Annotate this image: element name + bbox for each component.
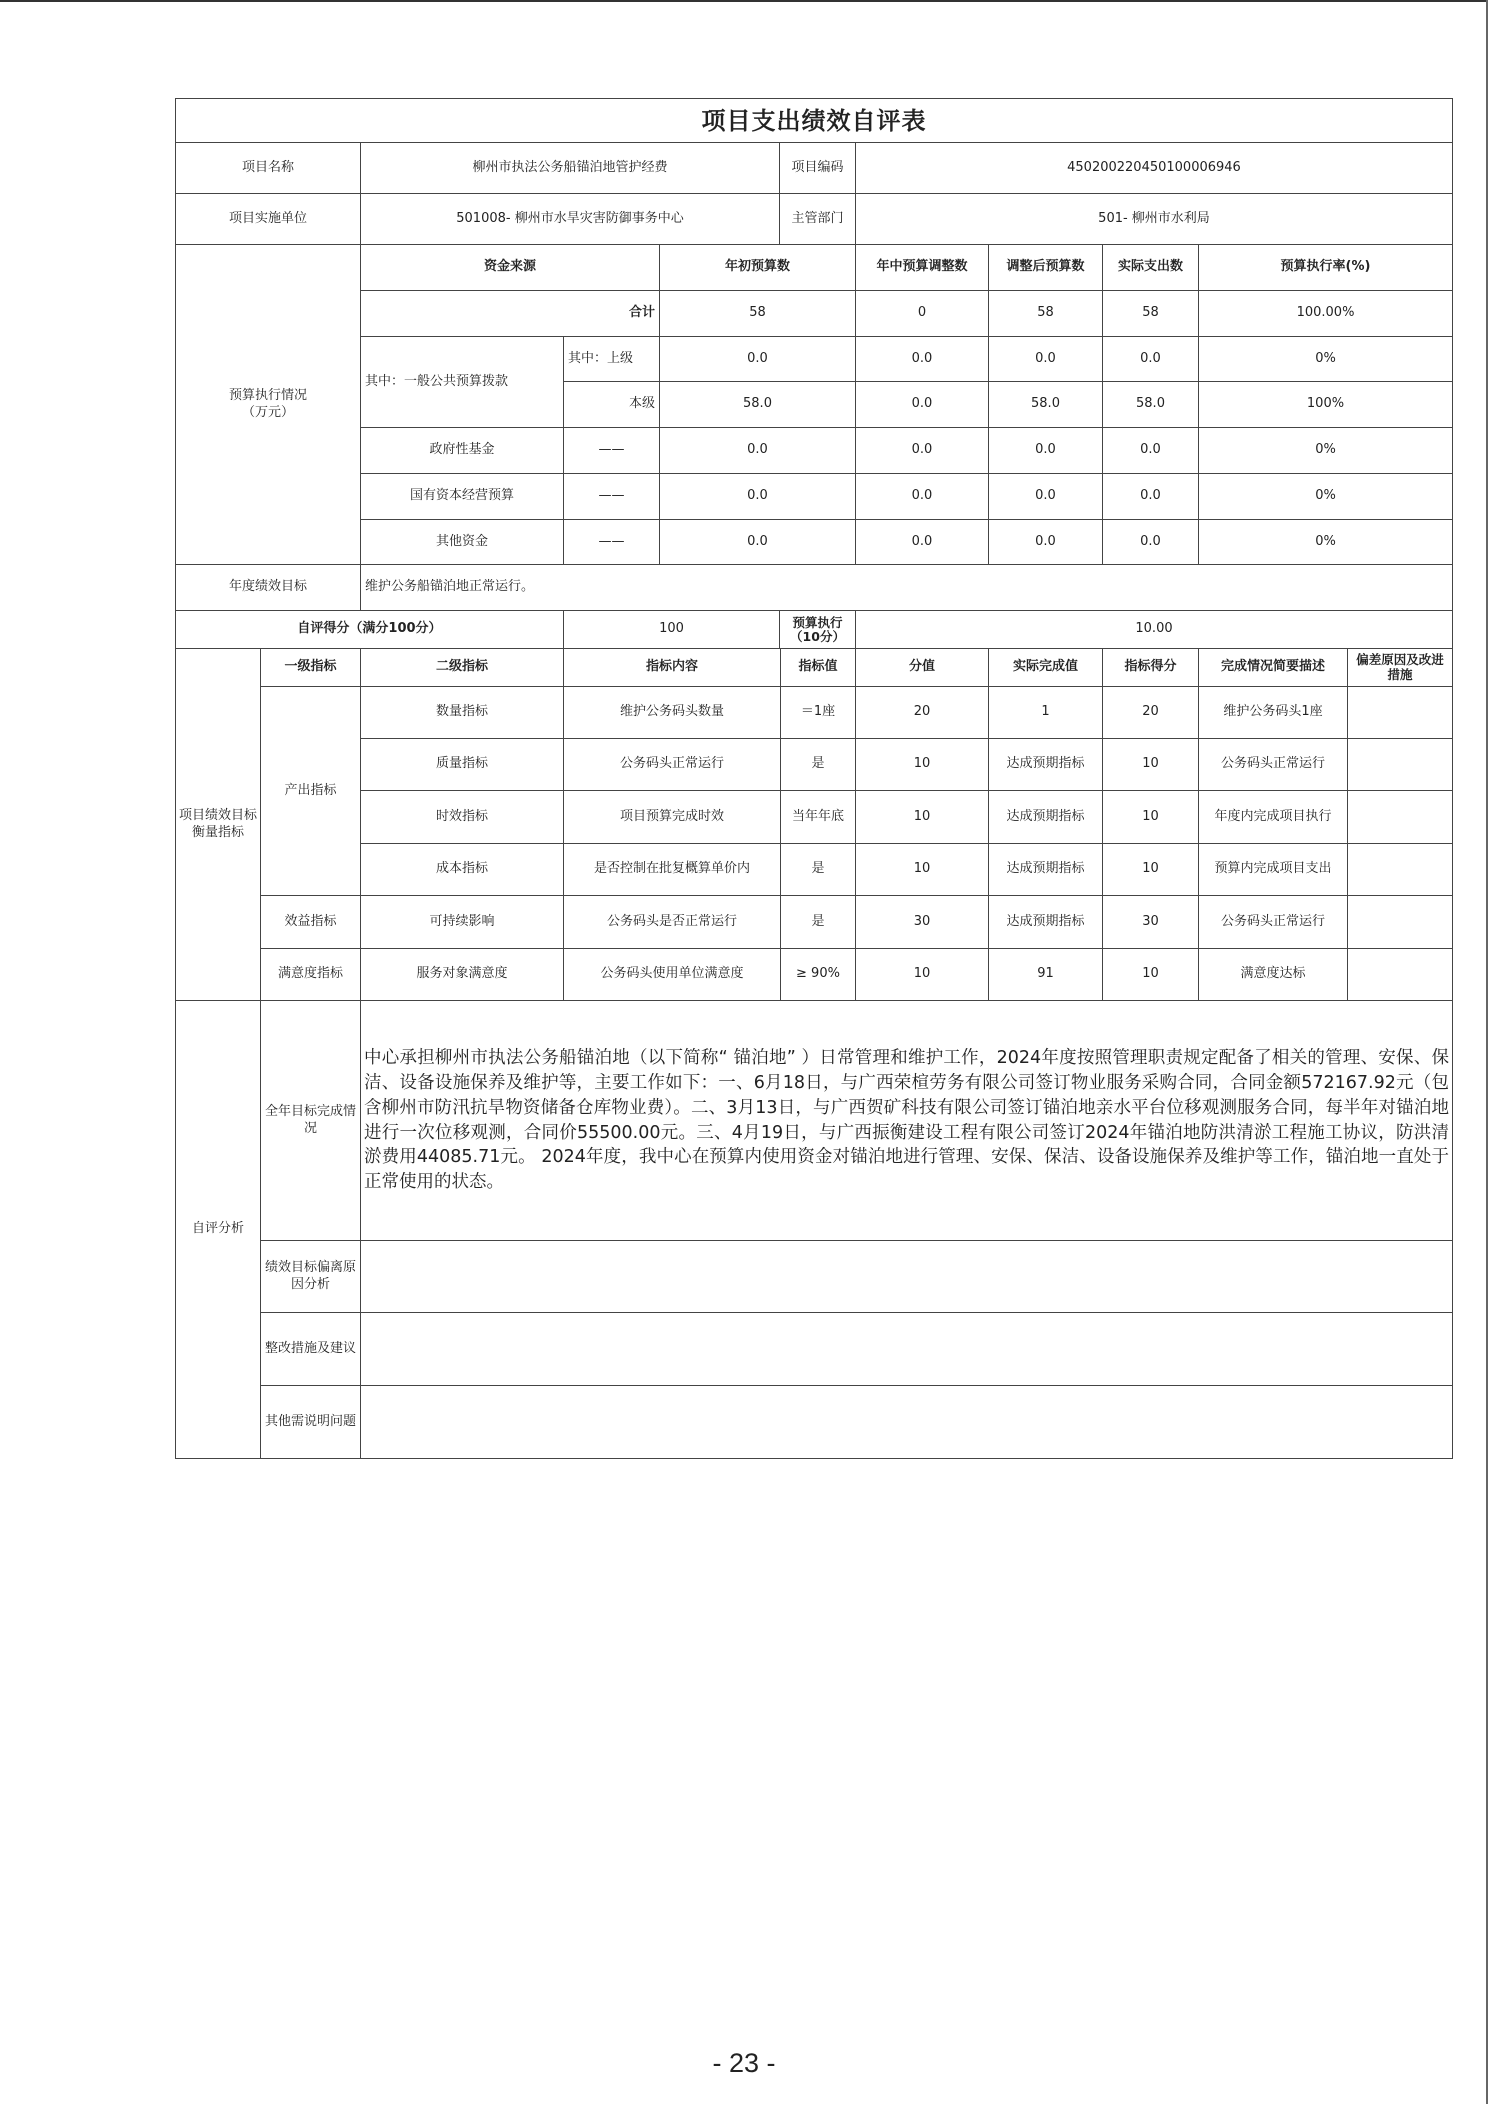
annual-goal-label: 年度绩效目标 xyxy=(175,564,361,611)
project-code-value: 450200220450100006946 xyxy=(855,142,1453,194)
other-fund-label: 其他资金 xyxy=(360,519,564,565)
indicator-actual: 达成预期指标 xyxy=(988,895,1103,949)
local-label: 本级 xyxy=(563,381,660,428)
local-adjusted: 58.0 xyxy=(988,381,1103,428)
analysis-label-deviation: 绩效目标偏离原因分析 xyxy=(260,1240,361,1313)
total-initial: 58 xyxy=(659,290,856,337)
indicator-desc: 公务码头正常运行 xyxy=(1198,738,1348,791)
indicator-deviation xyxy=(1347,686,1453,739)
upper-adjust: 0.0 xyxy=(855,336,989,383)
indicator-score: 10 xyxy=(1102,738,1199,791)
total-rate: 100.00% xyxy=(1198,290,1453,337)
indicator-desc: 年度内完成项目执行 xyxy=(1198,790,1348,844)
state-capital-initial: 0.0 xyxy=(659,473,856,520)
other-fund-rate: 0% xyxy=(1198,519,1453,565)
budget-exec-score-label: 预算执行 （10分） xyxy=(779,610,856,649)
page-top-border xyxy=(0,0,1488,2)
indicator-target: ＝1座 xyxy=(780,686,856,739)
indicator-target: 是 xyxy=(780,895,856,949)
indicator-deviation xyxy=(1347,843,1453,896)
indicator-desc: 维护公务码头1座 xyxy=(1198,686,1348,739)
dept-label: 主管部门 xyxy=(779,193,856,245)
header-adjusted: 调整后预算数 xyxy=(988,244,1103,291)
indicator-level2: 服务对象满意度 xyxy=(360,948,564,1001)
budget-section-label: 预算执行情况 （万元） xyxy=(175,244,361,565)
analysis-section-label: 自评分析 xyxy=(175,1000,261,1459)
indicator-target: 是 xyxy=(780,738,856,791)
page-number: - 23 - xyxy=(712,2048,776,2078)
indicator-weight: 10 xyxy=(855,790,989,844)
ind-header-target: 指标值 xyxy=(780,648,856,687)
analysis-label-rectification: 整改措施及建议 xyxy=(260,1312,361,1386)
indicator-target: 当年年底 xyxy=(780,790,856,844)
header-rate: 预算执行率(%) xyxy=(1198,244,1453,291)
indicator-weight: 10 xyxy=(855,738,989,791)
state-capital-adjust: 0.0 xyxy=(855,473,989,520)
indicator-content: 是否控制在批复概算单价内 xyxy=(563,843,781,896)
upper-initial: 0.0 xyxy=(659,336,856,383)
ind-header-score: 指标得分 xyxy=(1102,648,1199,687)
indicator-score: 30 xyxy=(1102,895,1199,949)
gov-fund-adjust: 0.0 xyxy=(855,427,989,474)
header-actual: 实际支出数 xyxy=(1102,244,1199,291)
analysis-text-rectification xyxy=(360,1312,1453,1386)
self-score-label: 自评得分（满分100分） xyxy=(175,610,564,649)
indicator-score: 10 xyxy=(1102,790,1199,844)
indicator-level2: 可持续影响 xyxy=(360,895,564,949)
indicator-target: 是 xyxy=(780,843,856,896)
project-code-label: 项目编码 xyxy=(779,142,856,194)
indicator-content: 公务码头是否正常运行 xyxy=(563,895,781,949)
ind-header-content: 指标内容 xyxy=(563,648,781,687)
indicator-weight: 30 xyxy=(855,895,989,949)
upper-actual: 0.0 xyxy=(1102,336,1199,383)
gov-fund-dash: —— xyxy=(563,427,660,474)
total-adjusted: 58 xyxy=(988,290,1103,337)
state-capital-actual: 0.0 xyxy=(1102,473,1199,520)
other-fund-dash: —— xyxy=(563,519,660,565)
other-fund-initial: 0.0 xyxy=(659,519,856,565)
upper-label: 其中：上级 xyxy=(563,336,660,383)
upper-rate: 0% xyxy=(1198,336,1453,383)
ind-header-level1: 一级指标 xyxy=(260,648,361,687)
other-fund-adjust: 0.0 xyxy=(855,519,989,565)
indicators-section-label: 项目绩效目标衡量指标 xyxy=(175,648,261,1001)
indicator-desc: 预算内完成项目支出 xyxy=(1198,843,1348,896)
indicator-score: 10 xyxy=(1102,843,1199,896)
local-rate: 100% xyxy=(1198,381,1453,428)
local-adjust: 0.0 xyxy=(855,381,989,428)
upper-adjusted: 0.0 xyxy=(988,336,1103,383)
indicator-weight: 10 xyxy=(855,948,989,1001)
indicator-desc: 公务码头正常运行 xyxy=(1198,895,1348,949)
gov-fund-actual: 0.0 xyxy=(1102,427,1199,474)
header-source: 资金来源 xyxy=(360,244,660,291)
indicator-content: 维护公务码头数量 xyxy=(563,686,781,739)
analysis-text-deviation xyxy=(360,1240,1453,1313)
indicator-content: 公务码头正常运行 xyxy=(563,738,781,791)
group-satisfaction: 满意度指标 xyxy=(260,948,361,1001)
indicator-score: 10 xyxy=(1102,948,1199,1001)
indicator-level2: 时效指标 xyxy=(360,790,564,844)
ind-header-deviation: 偏差原因及改进措施 xyxy=(1347,648,1453,687)
group-benefit: 效益指标 xyxy=(260,895,361,949)
indicator-actual: 达成预期指标 xyxy=(988,843,1103,896)
dept-value: 501- 柳州市水利局 xyxy=(855,193,1453,245)
impl-unit-label: 项目实施单位 xyxy=(175,193,361,245)
project-name-label: 项目名称 xyxy=(175,142,361,194)
indicator-deviation xyxy=(1347,790,1453,844)
indicator-deviation xyxy=(1347,948,1453,1001)
analysis-label-other: 其他需说明问题 xyxy=(260,1385,361,1459)
indicator-level2: 成本指标 xyxy=(360,843,564,896)
impl-unit-value: 501008- 柳州市水旱灾害防御事务中心 xyxy=(360,193,780,245)
gov-fund-label: 政府性基金 xyxy=(360,427,564,474)
self-score-value: 100 xyxy=(563,610,780,649)
indicator-desc: 满意度达标 xyxy=(1198,948,1348,1001)
total-label: 合计 xyxy=(360,290,660,337)
indicator-target: ≥ 90% xyxy=(780,948,856,1001)
ind-header-actual: 实际完成值 xyxy=(988,648,1103,687)
total-adjust: 0 xyxy=(855,290,989,337)
ind-header-desc: 完成情况简要描述 xyxy=(1198,648,1348,687)
indicator-content: 公务码头使用单位满意度 xyxy=(563,948,781,1001)
local-actual: 58.0 xyxy=(1102,381,1199,428)
gov-fund-adjusted: 0.0 xyxy=(988,427,1103,474)
indicator-weight: 20 xyxy=(855,686,989,739)
indicator-level2: 数量指标 xyxy=(360,686,564,739)
analysis-label-completion: 全年目标完成情况 xyxy=(260,1000,361,1241)
ind-header-weight: 分值 xyxy=(855,648,989,687)
gov-fund-rate: 0% xyxy=(1198,427,1453,474)
ind-header-level2: 二级指标 xyxy=(360,648,564,687)
group-output: 产出指标 xyxy=(260,686,361,896)
state-capital-label: 国有资本经营预算 xyxy=(360,473,564,520)
indicator-deviation xyxy=(1347,895,1453,949)
other-fund-adjusted: 0.0 xyxy=(988,519,1103,565)
indicator-level2: 质量指标 xyxy=(360,738,564,791)
analysis-text-other xyxy=(360,1385,1453,1459)
state-capital-rate: 0% xyxy=(1198,473,1453,520)
indicator-actual: 达成预期指标 xyxy=(988,738,1103,791)
analysis-text-completion: 中心承担柳州市执法公务船锚泊地（以下简称“ 锚泊地” ）日常管理和维护工作，2024年度按照管理职责规定配备了相关的管理、安保、保洁、设备设施保养及维护等，主要工作如下：一、6月18日，与广西荣楦劳务有限公司签订物业服务采购合同，合同金额572167.92元（包含柳州市防汛抗旱物资储备仓库物业费）。二、3月13日，与广西贺矿科技有限公司签订锚泊地亲水平台位移观测服务合同，每半年对锚泊地进行一次位移观测，合同价55500.00元。三、4月19日，与广西振衡建设工程有限公司签订2024年锚泊地防洪清淤工程施工协议，防洪清淤费用44085.71元。 2024年度，我中心在预算内使用资金对锚泊地进行管理、安保、保洁、设备设施保养及维护等工作，锚泊地一直处于正常使用的状态。 xyxy=(360,1000,1453,1241)
indicator-actual: 91 xyxy=(988,948,1103,1001)
state-capital-adjusted: 0.0 xyxy=(988,473,1103,520)
indicator-score: 20 xyxy=(1102,686,1199,739)
header-initial: 年初预算数 xyxy=(659,244,856,291)
total-actual: 58 xyxy=(1102,290,1199,337)
table-title: 项目支出绩效自评表 xyxy=(175,98,1453,143)
annual-goal-text: 维护公务船锚泊地正常运行。 xyxy=(360,564,1453,611)
header-adjust: 年中预算调整数 xyxy=(855,244,989,291)
local-initial: 58.0 xyxy=(659,381,856,428)
other-fund-actual: 0.0 xyxy=(1102,519,1199,565)
gov-fund-initial: 0.0 xyxy=(659,427,856,474)
indicator-weight: 10 xyxy=(855,843,989,896)
general-label: 其中：一般公共预算拨款 xyxy=(360,336,564,428)
indicator-deviation xyxy=(1347,738,1453,791)
indicator-content: 项目预算完成时效 xyxy=(563,790,781,844)
project-name-value: 柳州市执法公务船锚泊地管护经费 xyxy=(360,142,780,194)
indicator-actual: 达成预期指标 xyxy=(988,790,1103,844)
budget-exec-score-value: 10.00 xyxy=(855,610,1453,649)
indicator-actual: 1 xyxy=(988,686,1103,739)
state-capital-dash: —— xyxy=(563,473,660,520)
